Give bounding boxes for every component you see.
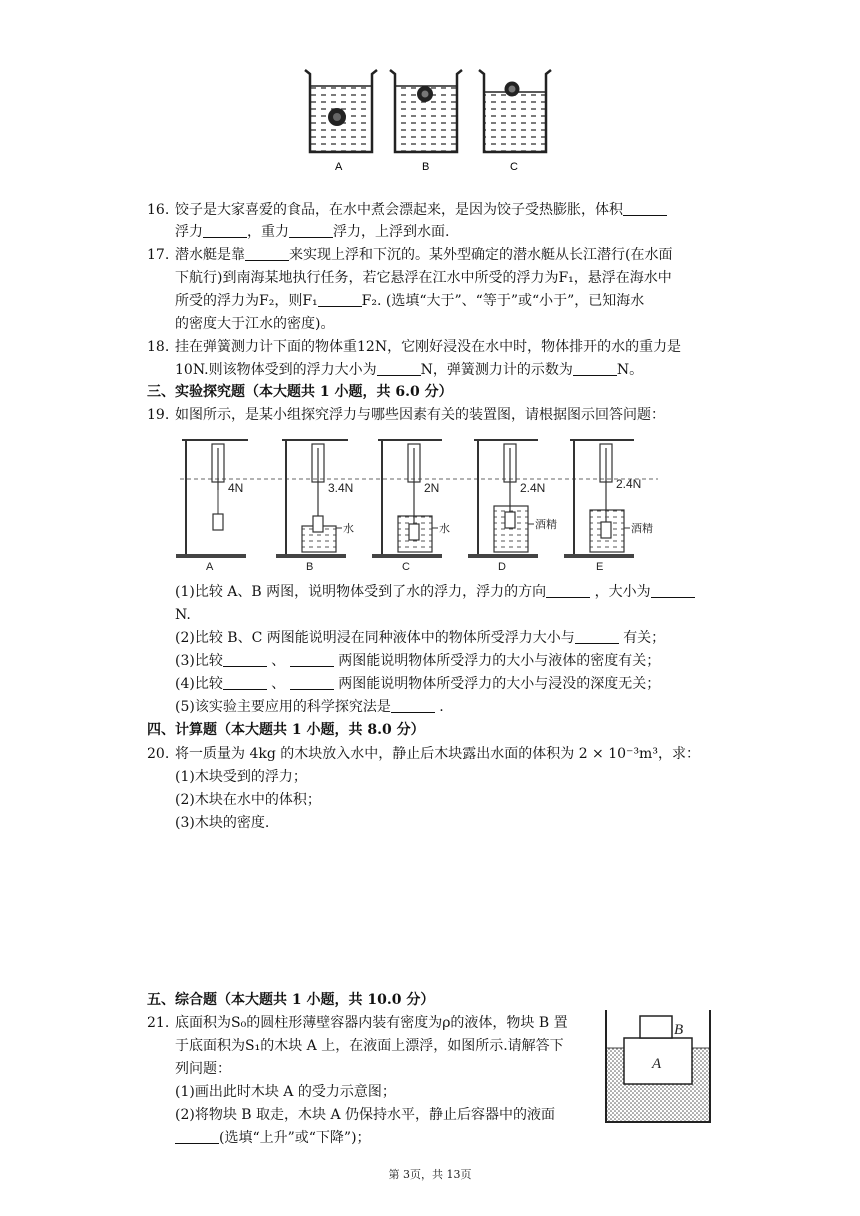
q19-blank-7[interactable]	[290, 675, 334, 690]
q19-part2-text-b: 有关；	[623, 630, 666, 646]
q19-part4-text-a: (4)比较	[175, 676, 223, 692]
q19-blank-5[interactable]	[290, 652, 334, 667]
q16-blank-2[interactable]	[203, 223, 247, 238]
stand-b-label: B	[306, 561, 314, 572]
q21-part2-cont	[175, 1128, 371, 1148]
q18-text-2a: 10N.则该物体受到的浮力大小为	[175, 362, 377, 378]
q16-text-2c: 浮力，上浮到水面.	[333, 224, 450, 240]
q17-text-1b: 来实现上浮和下沉的。某外型确定的潜水艇从长江潜行(在水面	[289, 247, 673, 263]
q17-text-3b: F₂. (选填“大于”、“等于”或“小于”，已知海水	[361, 293, 645, 309]
stand-e	[564, 440, 653, 572]
q19-blank-6[interactable]	[223, 675, 267, 690]
q19-blank-1[interactable]	[546, 583, 590, 598]
stand-b	[276, 440, 354, 572]
stand-b-reading: 3.4N	[328, 481, 354, 495]
q19-part2	[175, 628, 665, 648]
q19-blank-4[interactable]	[223, 652, 267, 667]
section-3-title: 三、实验探究题（本大题共 1 小题，共 6.0 分）	[147, 384, 453, 400]
stand-c-label: C	[402, 561, 410, 572]
q21-line1: 底面积为S₀的圆柱形薄壁容器内装有密度为ρ的液体，物块 B 置	[175, 1015, 568, 1031]
q19-part1-text-a: (1)比较 A、B 两图，说明物体受到了水的浮力，浮力的方向	[175, 584, 547, 600]
q20-stem: 将一质量为 4kg 的木块放入水中，静止后木块露出水面的体积为 2 × 10⁻³m³，求：	[175, 746, 700, 762]
q19-part3-text-b: 、	[271, 653, 286, 669]
q18-number: 18.	[147, 339, 170, 355]
beaker-b	[390, 70, 462, 152]
q21-part2-text-b: (选填“上升”或“下降”)；	[219, 1130, 371, 1146]
q18-text-2c: N。	[616, 362, 644, 378]
beaker-label-c: C	[510, 161, 518, 173]
page-footer: 第 3页，共 13页	[388, 1168, 472, 1181]
stand-c	[372, 440, 450, 572]
floating-block-figure	[600, 1008, 716, 1126]
stand-a-reading: 4N	[228, 481, 244, 495]
q18-line1: 挂在弹簧测力计下面的物体重12N，它刚好浸没在水中时，物体排开的水的重力是	[175, 339, 682, 355]
q17-line2: 下航行)到南海某地执行任务，若它悬浮在江水中所受的浮力为F₁，悬浮在海水中	[175, 270, 672, 286]
q19-part5-text-b: .	[439, 699, 444, 715]
beaker-c	[479, 70, 551, 152]
q20-part2: (2)木块在水中的体积；	[175, 792, 321, 808]
block-a-label: A	[652, 1056, 662, 1072]
q21-line3: 列问题：	[175, 1061, 231, 1077]
q19-part3-text-a: (3)比较	[175, 653, 223, 669]
beaker-a	[305, 70, 377, 152]
stand-d-liquid: 酒精	[535, 518, 557, 531]
q17-blank-1[interactable]	[245, 246, 289, 261]
stand-d-label: D	[498, 561, 506, 572]
q18-blank-2[interactable]	[573, 361, 617, 376]
q19-part4-text-b: 、	[271, 676, 286, 692]
q19-number: 19.	[147, 407, 170, 423]
beaker-label-b: B	[422, 161, 430, 173]
q19-blank-3[interactable]	[575, 629, 619, 644]
beakers-figure	[300, 64, 562, 176]
q19-part4	[175, 674, 660, 694]
section-4-title: 四、计算题（本大题共 1 小题，共 8.0 分）	[147, 722, 425, 738]
stand-c-reading: 2N	[424, 481, 440, 495]
block-b-label: B	[674, 1022, 684, 1038]
stand-d	[468, 440, 557, 572]
q17-blank-2[interactable]	[318, 292, 362, 307]
spring-scale-figure	[172, 430, 662, 572]
q16-text-2b: ，重力	[247, 224, 289, 240]
q16-text-2a: 浮力	[175, 224, 203, 240]
q19-part4-text-c: 两图能说明物体所受浮力的大小与浸没的深度无关；	[338, 676, 661, 692]
q19-part3-text-c: 两图能说明物体所受浮力的大小与液体的密度有关；	[338, 653, 661, 669]
q17-text-1a: 潜水艇是靠	[175, 247, 245, 263]
q21-number: 21.	[147, 1015, 170, 1031]
q20-part3: (3)木块的密度.	[175, 815, 270, 831]
q16-number: 16.	[147, 202, 170, 218]
q21-part1: (1)画出此时木块 A 的受力示意图；	[175, 1084, 396, 1100]
q17-text-3a: 所受的浮力为F₂，则F₁	[175, 293, 318, 309]
stand-e-liquid: 酒精	[631, 522, 653, 535]
q17-line4: 的密度大于江水的密度)。	[175, 316, 335, 332]
q19-stem: 如图所示，是某小组探究浮力与哪些因素有关的装置图，请根据图示回答问题：	[175, 407, 665, 423]
q21-blank-1[interactable]	[175, 1129, 219, 1144]
q19-part3	[175, 651, 660, 671]
q19-part1	[175, 582, 695, 602]
q19-part5-text-a: (5)该实验主要应用的科学探究法是	[175, 699, 391, 715]
q19-part2-text-a: (2)比较 B、C 两图能说明浸在同种液体中的物体所受浮力大小与	[175, 630, 575, 646]
q19-blank-2[interactable]	[651, 583, 695, 598]
q16-text-1: 饺子是大家喜爱的食品，在水中煮会漂起来，是因为饺子受热膨胀，体积	[175, 202, 623, 218]
q19-blank-8[interactable]	[391, 698, 435, 713]
q20-number: 20.	[147, 746, 170, 762]
q18-line2	[175, 360, 643, 380]
q21-part2: (2)将物块 B 取走，木块 A 仍保持水平，静止后容器中的液面	[175, 1107, 556, 1123]
q17-line3	[175, 291, 644, 311]
q16-line2	[175, 222, 449, 242]
beaker-label-a: A	[335, 161, 343, 173]
stand-b-liquid: 水	[343, 522, 354, 535]
q19-part5	[175, 697, 444, 717]
q16-blank-1[interactable]	[623, 201, 667, 216]
q21-line2: 于底面积为S₁的木块 A 上，在液面上漂浮，如图所示.请解答下	[175, 1038, 564, 1054]
q20-part1: (1)木块受到的浮力；	[175, 769, 307, 785]
section-5-title: 五、综合题（本大题共 1 小题，共 10.0 分）	[147, 992, 435, 1008]
q16-line1	[175, 200, 667, 220]
q17-line1	[175, 245, 672, 265]
q16-blank-3[interactable]	[289, 223, 333, 238]
stand-e-reading: 2.4N	[616, 477, 642, 491]
q19-part1-text-b: ，大小为	[594, 584, 651, 600]
stand-a-label: A	[206, 561, 214, 572]
q18-text-2b: N，弹簧测力计的示数为	[420, 362, 573, 378]
stand-e-label: E	[596, 561, 604, 572]
q19-part1-unit: N.	[175, 607, 191, 623]
stand-c-liquid: 水	[439, 522, 450, 535]
q18-blank-1[interactable]	[377, 361, 421, 376]
stand-d-reading: 2.4N	[520, 481, 546, 495]
stand-a	[176, 440, 248, 572]
q17-number: 17.	[147, 247, 170, 263]
